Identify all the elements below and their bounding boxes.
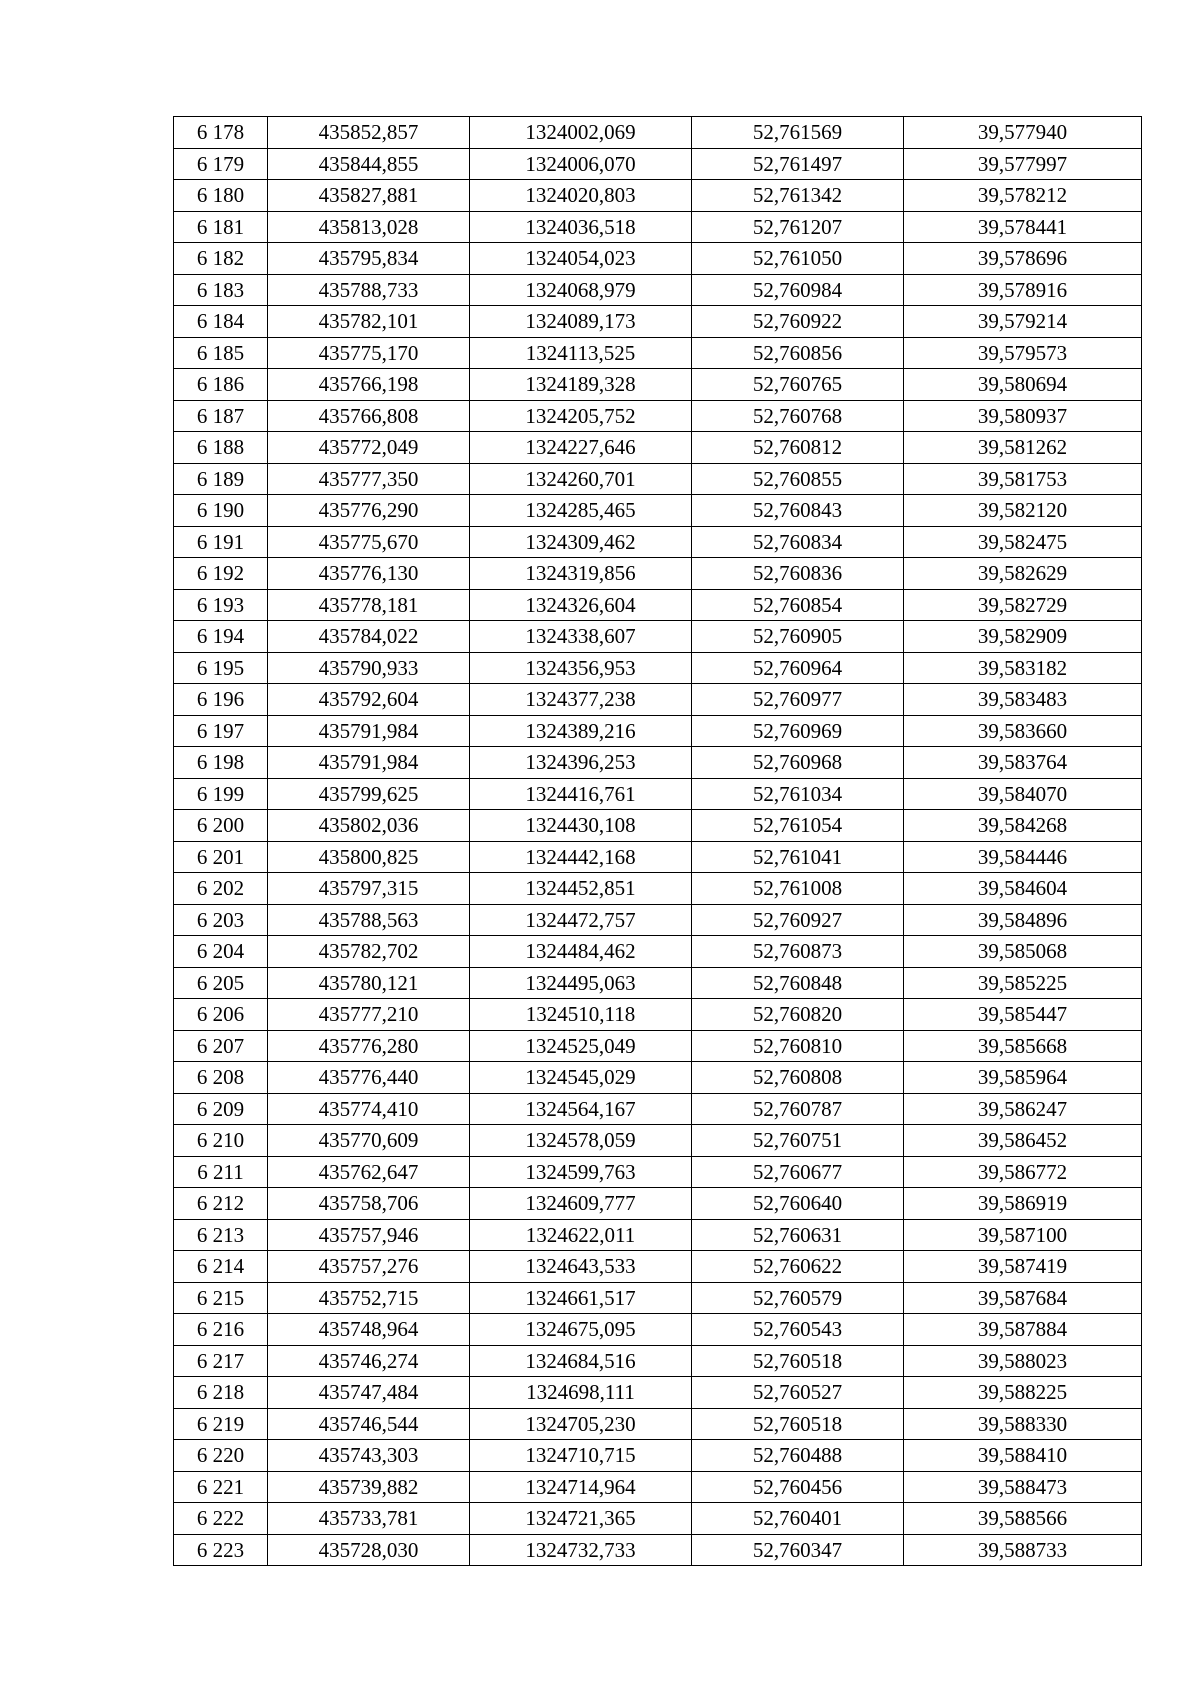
point-number-cell: 6 186 <box>174 369 268 401</box>
longitude-cell: 39,578441 <box>904 211 1142 243</box>
x-coordinate-cell: 435797,315 <box>268 873 470 905</box>
x-coordinate-cell: 435757,946 <box>268 1219 470 1251</box>
longitude-cell: 39,585225 <box>904 967 1142 999</box>
x-coordinate-cell: 435788,733 <box>268 274 470 306</box>
table-row <box>174 180 1142 212</box>
point-number-cell: 6 197 <box>174 715 268 747</box>
longitude-cell: 39,577940 <box>904 117 1142 149</box>
x-coordinate-cell: 435784,022 <box>268 621 470 653</box>
y-coordinate-cell: 1324113,525 <box>470 337 692 369</box>
y-coordinate-cell: 1324661,517 <box>470 1282 692 1314</box>
point-number-cell: 6 194 <box>174 621 268 653</box>
point-number-cell: 6 221 <box>174 1471 268 1503</box>
point-number-cell: 6 178 <box>174 117 268 149</box>
latitude-cell: 52,760977 <box>692 684 904 716</box>
y-coordinate-cell: 1324377,238 <box>470 684 692 716</box>
table-row <box>174 1345 1142 1377</box>
longitude-cell: 39,582729 <box>904 589 1142 621</box>
x-coordinate-cell: 435778,181 <box>268 589 470 621</box>
x-coordinate-cell: 435772,049 <box>268 432 470 464</box>
x-coordinate-cell: 435766,198 <box>268 369 470 401</box>
y-coordinate-cell: 1324545,029 <box>470 1062 692 1094</box>
table-row <box>174 873 1142 905</box>
point-number-cell: 6 179 <box>174 148 268 180</box>
table-row <box>174 432 1142 464</box>
longitude-cell: 39,586919 <box>904 1188 1142 1220</box>
table-row <box>174 589 1142 621</box>
point-number-cell: 6 218 <box>174 1377 268 1409</box>
longitude-cell: 39,583483 <box>904 684 1142 716</box>
x-coordinate-cell: 435792,604 <box>268 684 470 716</box>
x-coordinate-cell: 435776,290 <box>268 495 470 527</box>
longitude-cell: 39,586772 <box>904 1156 1142 1188</box>
latitude-cell: 52,760834 <box>692 526 904 558</box>
latitude-cell: 52,760768 <box>692 400 904 432</box>
latitude-cell: 52,761041 <box>692 841 904 873</box>
y-coordinate-cell: 1324472,757 <box>470 904 692 936</box>
x-coordinate-cell: 435752,715 <box>268 1282 470 1314</box>
longitude-cell: 39,588410 <box>904 1440 1142 1472</box>
y-coordinate-cell: 1324622,011 <box>470 1219 692 1251</box>
x-coordinate-cell: 435770,609 <box>268 1125 470 1157</box>
y-coordinate-cell: 1324705,230 <box>470 1408 692 1440</box>
point-number-cell: 6 191 <box>174 526 268 558</box>
latitude-cell: 52,761207 <box>692 211 904 243</box>
longitude-cell: 39,581753 <box>904 463 1142 495</box>
latitude-cell: 52,760787 <box>692 1093 904 1125</box>
point-number-cell: 6 207 <box>174 1030 268 1062</box>
point-number-cell: 6 190 <box>174 495 268 527</box>
longitude-cell: 39,583660 <box>904 715 1142 747</box>
longitude-cell: 39,578212 <box>904 180 1142 212</box>
x-coordinate-cell: 435777,350 <box>268 463 470 495</box>
table-row <box>174 1503 1142 1535</box>
latitude-cell: 52,760527 <box>692 1377 904 1409</box>
longitude-cell: 39,582629 <box>904 558 1142 590</box>
longitude-cell: 39,586452 <box>904 1125 1142 1157</box>
table-row <box>174 337 1142 369</box>
point-number-cell: 6 183 <box>174 274 268 306</box>
y-coordinate-cell: 1324260,701 <box>470 463 692 495</box>
table-row <box>174 1030 1142 1062</box>
table-row <box>174 243 1142 275</box>
table-row <box>174 400 1142 432</box>
longitude-cell: 39,585068 <box>904 936 1142 968</box>
y-coordinate-cell: 1324189,328 <box>470 369 692 401</box>
y-coordinate-cell: 1324714,964 <box>470 1471 692 1503</box>
x-coordinate-cell: 435758,706 <box>268 1188 470 1220</box>
point-number-cell: 6 222 <box>174 1503 268 1535</box>
latitude-cell: 52,760810 <box>692 1030 904 1062</box>
latitude-cell: 52,761497 <box>692 148 904 180</box>
y-coordinate-cell: 1324205,752 <box>470 400 692 432</box>
y-coordinate-cell: 1324684,516 <box>470 1345 692 1377</box>
table-row <box>174 1534 1142 1566</box>
y-coordinate-cell: 1324675,095 <box>470 1314 692 1346</box>
x-coordinate-cell: 435791,984 <box>268 715 470 747</box>
latitude-cell: 52,760812 <box>692 432 904 464</box>
point-number-cell: 6 216 <box>174 1314 268 1346</box>
longitude-cell: 39,584446 <box>904 841 1142 873</box>
x-coordinate-cell: 435795,834 <box>268 243 470 275</box>
point-number-cell: 6 189 <box>174 463 268 495</box>
point-number-cell: 6 201 <box>174 841 268 873</box>
y-coordinate-cell: 1324710,715 <box>470 1440 692 1472</box>
latitude-cell: 52,760905 <box>692 621 904 653</box>
longitude-cell: 39,580937 <box>904 400 1142 432</box>
table-row <box>174 1377 1142 1409</box>
table-row <box>174 904 1142 936</box>
point-number-cell: 6 206 <box>174 999 268 1031</box>
latitude-cell: 52,760855 <box>692 463 904 495</box>
point-number-cell: 6 184 <box>174 306 268 338</box>
longitude-cell: 39,583764 <box>904 747 1142 779</box>
y-coordinate-cell: 1324002,069 <box>470 117 692 149</box>
x-coordinate-cell: 435782,702 <box>268 936 470 968</box>
longitude-cell: 39,588225 <box>904 1377 1142 1409</box>
point-number-cell: 6 185 <box>174 337 268 369</box>
table-row <box>174 684 1142 716</box>
longitude-cell: 39,580694 <box>904 369 1142 401</box>
x-coordinate-cell: 435852,857 <box>268 117 470 149</box>
latitude-cell: 52,761050 <box>692 243 904 275</box>
point-number-cell: 6 181 <box>174 211 268 243</box>
point-number-cell: 6 188 <box>174 432 268 464</box>
latitude-cell: 52,761569 <box>692 117 904 149</box>
x-coordinate-cell: 435775,170 <box>268 337 470 369</box>
y-coordinate-cell: 1324599,763 <box>470 1156 692 1188</box>
point-number-cell: 6 202 <box>174 873 268 905</box>
longitude-cell: 39,582120 <box>904 495 1142 527</box>
latitude-cell: 52,760751 <box>692 1125 904 1157</box>
latitude-cell: 52,760765 <box>692 369 904 401</box>
point-number-cell: 6 187 <box>174 400 268 432</box>
y-coordinate-cell: 1324326,604 <box>470 589 692 621</box>
longitude-cell: 39,579214 <box>904 306 1142 338</box>
x-coordinate-cell: 435813,028 <box>268 211 470 243</box>
x-coordinate-cell: 435774,410 <box>268 1093 470 1125</box>
longitude-cell: 39,583182 <box>904 652 1142 684</box>
latitude-cell: 52,760820 <box>692 999 904 1031</box>
latitude-cell: 52,760969 <box>692 715 904 747</box>
y-coordinate-cell: 1324732,733 <box>470 1534 692 1566</box>
x-coordinate-cell: 435788,563 <box>268 904 470 936</box>
y-coordinate-cell: 1324309,462 <box>470 526 692 558</box>
table-row <box>174 778 1142 810</box>
x-coordinate-cell: 435739,882 <box>268 1471 470 1503</box>
y-coordinate-cell: 1324495,063 <box>470 967 692 999</box>
x-coordinate-cell: 435757,276 <box>268 1251 470 1283</box>
y-coordinate-cell: 1324319,856 <box>470 558 692 590</box>
point-number-cell: 6 192 <box>174 558 268 590</box>
latitude-cell: 52,760622 <box>692 1251 904 1283</box>
point-number-cell: 6 198 <box>174 747 268 779</box>
x-coordinate-cell: 435743,303 <box>268 1440 470 1472</box>
y-coordinate-cell: 1324396,253 <box>470 747 692 779</box>
point-number-cell: 6 200 <box>174 810 268 842</box>
latitude-cell: 52,761342 <box>692 180 904 212</box>
point-number-cell: 6 208 <box>174 1062 268 1094</box>
longitude-cell: 39,582909 <box>904 621 1142 653</box>
table-row <box>174 810 1142 842</box>
table-row <box>174 495 1142 527</box>
longitude-cell: 39,584268 <box>904 810 1142 842</box>
latitude-cell: 52,760347 <box>692 1534 904 1566</box>
y-coordinate-cell: 1324227,646 <box>470 432 692 464</box>
table-row <box>174 211 1142 243</box>
x-coordinate-cell: 435747,484 <box>268 1377 470 1409</box>
y-coordinate-cell: 1324442,168 <box>470 841 692 873</box>
point-number-cell: 6 217 <box>174 1345 268 1377</box>
latitude-cell: 52,760984 <box>692 274 904 306</box>
table-row <box>174 1251 1142 1283</box>
point-number-cell: 6 180 <box>174 180 268 212</box>
latitude-cell: 52,760518 <box>692 1345 904 1377</box>
x-coordinate-cell: 435802,036 <box>268 810 470 842</box>
table-row <box>174 148 1142 180</box>
x-coordinate-cell: 435791,984 <box>268 747 470 779</box>
point-number-cell: 6 182 <box>174 243 268 275</box>
table-row <box>174 999 1142 1031</box>
x-coordinate-cell: 435748,964 <box>268 1314 470 1346</box>
y-coordinate-cell: 1324285,465 <box>470 495 692 527</box>
y-coordinate-cell: 1324356,953 <box>470 652 692 684</box>
longitude-cell: 39,584070 <box>904 778 1142 810</box>
x-coordinate-cell: 435782,101 <box>268 306 470 338</box>
y-coordinate-cell: 1324036,518 <box>470 211 692 243</box>
y-coordinate-cell: 1324525,049 <box>470 1030 692 1062</box>
x-coordinate-cell: 435800,825 <box>268 841 470 873</box>
table-row <box>174 936 1142 968</box>
point-number-cell: 6 215 <box>174 1282 268 1314</box>
point-number-cell: 6 209 <box>174 1093 268 1125</box>
table-row <box>174 1440 1142 1472</box>
point-number-cell: 6 214 <box>174 1251 268 1283</box>
longitude-cell: 39,581262 <box>904 432 1142 464</box>
x-coordinate-cell: 435766,808 <box>268 400 470 432</box>
latitude-cell: 52,760640 <box>692 1188 904 1220</box>
y-coordinate-cell: 1324452,851 <box>470 873 692 905</box>
point-number-cell: 6 196 <box>174 684 268 716</box>
latitude-cell: 52,760543 <box>692 1314 904 1346</box>
table-row <box>174 1093 1142 1125</box>
x-coordinate-cell: 435746,274 <box>268 1345 470 1377</box>
table-row <box>174 306 1142 338</box>
table-row <box>174 621 1142 653</box>
table-row <box>174 715 1142 747</box>
y-coordinate-cell: 1324721,365 <box>470 1503 692 1535</box>
longitude-cell: 39,585668 <box>904 1030 1142 1062</box>
point-number-cell: 6 193 <box>174 589 268 621</box>
latitude-cell: 52,761008 <box>692 873 904 905</box>
latitude-cell: 52,760968 <box>692 747 904 779</box>
x-coordinate-cell: 435844,855 <box>268 148 470 180</box>
table-row <box>174 841 1142 873</box>
latitude-cell: 52,760518 <box>692 1408 904 1440</box>
x-coordinate-cell: 435762,647 <box>268 1156 470 1188</box>
y-coordinate-cell: 1324484,462 <box>470 936 692 968</box>
latitude-cell: 52,760854 <box>692 589 904 621</box>
point-number-cell: 6 212 <box>174 1188 268 1220</box>
longitude-cell: 39,579573 <box>904 337 1142 369</box>
longitude-cell: 39,584604 <box>904 873 1142 905</box>
table-row <box>174 967 1142 999</box>
table-row <box>174 558 1142 590</box>
longitude-cell: 39,588733 <box>904 1534 1142 1566</box>
longitude-cell: 39,587884 <box>904 1314 1142 1346</box>
latitude-cell: 52,760922 <box>692 306 904 338</box>
latitude-cell: 52,760964 <box>692 652 904 684</box>
table-row <box>174 1314 1142 1346</box>
longitude-cell: 39,585964 <box>904 1062 1142 1094</box>
y-coordinate-cell: 1324510,118 <box>470 999 692 1031</box>
table-row <box>174 747 1142 779</box>
latitude-cell: 52,760836 <box>692 558 904 590</box>
latitude-cell: 52,760873 <box>692 936 904 968</box>
x-coordinate-cell: 435827,881 <box>268 180 470 212</box>
x-coordinate-cell: 435776,130 <box>268 558 470 590</box>
x-coordinate-cell: 435746,544 <box>268 1408 470 1440</box>
y-coordinate-cell: 1324578,059 <box>470 1125 692 1157</box>
x-coordinate-cell: 435790,933 <box>268 652 470 684</box>
table-row <box>174 1471 1142 1503</box>
latitude-cell: 52,761054 <box>692 810 904 842</box>
longitude-cell: 39,588566 <box>904 1503 1142 1535</box>
x-coordinate-cell: 435733,781 <box>268 1503 470 1535</box>
coordinates-table-body <box>174 117 1142 1566</box>
point-number-cell: 6 223 <box>174 1534 268 1566</box>
y-coordinate-cell: 1324068,979 <box>470 274 692 306</box>
latitude-cell: 52,760631 <box>692 1219 904 1251</box>
longitude-cell: 39,588330 <box>904 1408 1142 1440</box>
y-coordinate-cell: 1324564,167 <box>470 1093 692 1125</box>
latitude-cell: 52,761034 <box>692 778 904 810</box>
table-row <box>174 1282 1142 1314</box>
point-number-cell: 6 205 <box>174 967 268 999</box>
table-row <box>174 526 1142 558</box>
point-number-cell: 6 195 <box>174 652 268 684</box>
table-row <box>174 1062 1142 1094</box>
table-row <box>174 1188 1142 1220</box>
x-coordinate-cell: 435776,440 <box>268 1062 470 1094</box>
table-row <box>174 1125 1142 1157</box>
x-coordinate-cell: 435799,625 <box>268 778 470 810</box>
longitude-cell: 39,585447 <box>904 999 1142 1031</box>
point-number-cell: 6 220 <box>174 1440 268 1472</box>
latitude-cell: 52,760848 <box>692 967 904 999</box>
x-coordinate-cell: 435776,280 <box>268 1030 470 1062</box>
y-coordinate-cell: 1324054,023 <box>470 243 692 275</box>
longitude-cell: 39,577997 <box>904 148 1142 180</box>
point-number-cell: 6 210 <box>174 1125 268 1157</box>
point-number-cell: 6 203 <box>174 904 268 936</box>
table-row <box>174 652 1142 684</box>
y-coordinate-cell: 1324089,173 <box>470 306 692 338</box>
longitude-cell: 39,588473 <box>904 1471 1142 1503</box>
coordinates-table <box>173 116 1142 1566</box>
longitude-cell: 39,578696 <box>904 243 1142 275</box>
y-coordinate-cell: 1324698,111 <box>470 1377 692 1409</box>
x-coordinate-cell: 435775,670 <box>268 526 470 558</box>
point-number-cell: 6 199 <box>174 778 268 810</box>
longitude-cell: 39,582475 <box>904 526 1142 558</box>
x-coordinate-cell: 435777,210 <box>268 999 470 1031</box>
y-coordinate-cell: 1324643,533 <box>470 1251 692 1283</box>
y-coordinate-cell: 1324389,216 <box>470 715 692 747</box>
point-number-cell: 6 219 <box>174 1408 268 1440</box>
latitude-cell: 52,760579 <box>692 1282 904 1314</box>
point-number-cell: 6 204 <box>174 936 268 968</box>
table-row <box>174 274 1142 306</box>
longitude-cell: 39,587419 <box>904 1251 1142 1283</box>
table-row <box>174 1219 1142 1251</box>
table-row <box>174 369 1142 401</box>
y-coordinate-cell: 1324416,761 <box>470 778 692 810</box>
longitude-cell: 39,588023 <box>904 1345 1142 1377</box>
longitude-cell: 39,584896 <box>904 904 1142 936</box>
latitude-cell: 52,760677 <box>692 1156 904 1188</box>
longitude-cell: 39,587100 <box>904 1219 1142 1251</box>
point-number-cell: 6 211 <box>174 1156 268 1188</box>
y-coordinate-cell: 1324609,777 <box>470 1188 692 1220</box>
y-coordinate-cell: 1324338,607 <box>470 621 692 653</box>
table-row <box>174 463 1142 495</box>
table-row <box>174 1408 1142 1440</box>
y-coordinate-cell: 1324006,070 <box>470 148 692 180</box>
latitude-cell: 52,760843 <box>692 495 904 527</box>
latitude-cell: 52,760808 <box>692 1062 904 1094</box>
latitude-cell: 52,760488 <box>692 1440 904 1472</box>
longitude-cell: 39,586247 <box>904 1093 1142 1125</box>
longitude-cell: 39,578916 <box>904 274 1142 306</box>
x-coordinate-cell: 435780,121 <box>268 967 470 999</box>
latitude-cell: 52,760927 <box>692 904 904 936</box>
latitude-cell: 52,760856 <box>692 337 904 369</box>
y-coordinate-cell: 1324020,803 <box>470 180 692 212</box>
latitude-cell: 52,760456 <box>692 1471 904 1503</box>
table-row <box>174 117 1142 149</box>
x-coordinate-cell: 435728,030 <box>268 1534 470 1566</box>
point-number-cell: 6 213 <box>174 1219 268 1251</box>
table-row <box>174 1156 1142 1188</box>
longitude-cell: 39,587684 <box>904 1282 1142 1314</box>
y-coordinate-cell: 1324430,108 <box>470 810 692 842</box>
latitude-cell: 52,760401 <box>692 1503 904 1535</box>
